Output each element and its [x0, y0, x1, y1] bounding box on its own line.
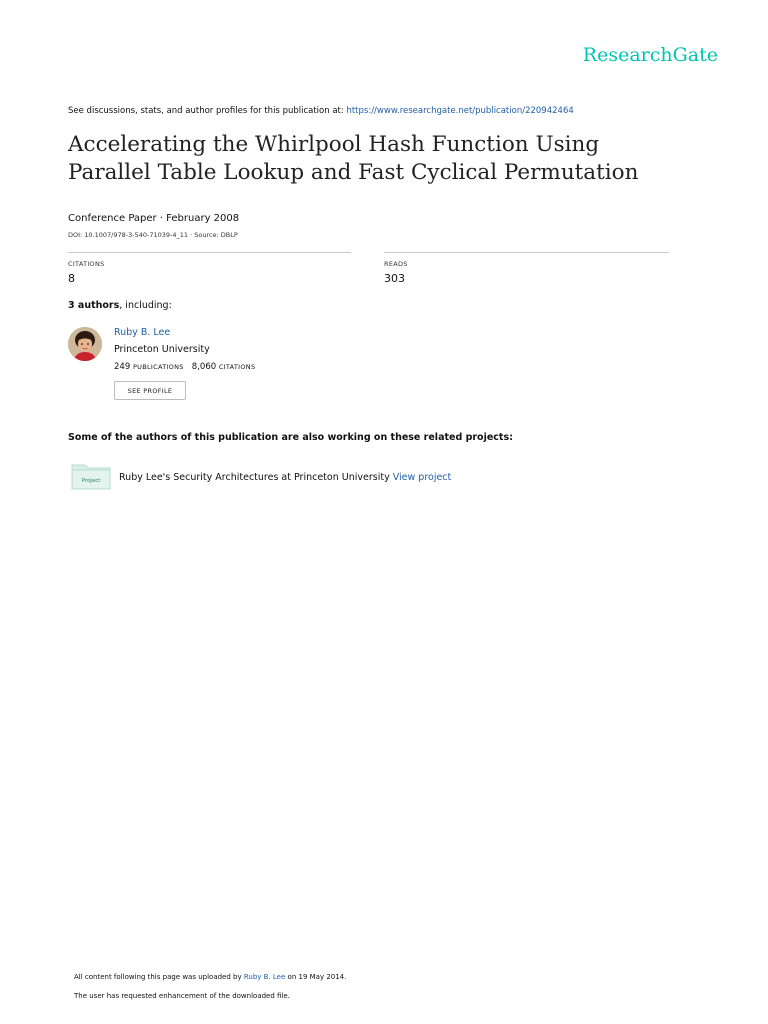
- enhancement-note: The user has requested enhancement of the downloaded file.: [74, 992, 290, 1000]
- upload-prefix: All content following this page was uploaded by: [74, 973, 242, 981]
- see-profile-button[interactable]: SEE PROFILE: [114, 381, 186, 400]
- discussion-prefix: See discussions, stats, and author profiles for this publication at:: [68, 106, 344, 116]
- author-citations-count: 8,060: [191, 362, 217, 372]
- reads-label: READS: [384, 260, 408, 268]
- publication-url-link[interactable]: https://www.researchgate.net/publication/220942464: [346, 106, 574, 116]
- citations-label: CITATIONS: [68, 260, 105, 268]
- title-line-1: Accelerating the Whirlpool Hash Function Using: [68, 132, 600, 157]
- upload-suffix: on 19 May 2014.: [287, 973, 347, 981]
- author-publications-label: PUBLICATIONS: [132, 363, 184, 371]
- folder-icon: [71, 462, 111, 490]
- publication-title: [68, 131, 708, 187]
- publication-type-date: Conference Paper · February 2008: [68, 213, 240, 224]
- project-item: [119, 472, 451, 483]
- project-folder-icon[interactable]: [71, 462, 111, 490]
- project-name: Ruby Lee's Security Architectures at Princeton University: [119, 472, 390, 483]
- folder-label: Project: [81, 478, 101, 484]
- citations-divider: [68, 252, 351, 253]
- authors-including: , including:: [119, 300, 172, 311]
- uploader-link[interactable]: Ruby B. Lee: [243, 973, 286, 981]
- upload-note: [74, 973, 346, 981]
- author-stats: [114, 362, 255, 372]
- author-institution: Princeton University: [114, 344, 210, 355]
- authors-heading: [68, 300, 172, 311]
- author-publications-count: 249: [114, 362, 131, 372]
- author-name-link[interactable]: Ruby B. Lee: [114, 327, 171, 338]
- reads-value: 303: [384, 272, 405, 285]
- title-line-2: Parallel Table Lookup and Fast Cyclical Permutation: [68, 160, 639, 185]
- discussion-line: [68, 106, 688, 116]
- avatar-portrait-icon: [68, 327, 102, 361]
- author-citations-label: CITATIONS: [218, 363, 256, 371]
- researchgate-logo[interactable]: ResearchGate: [582, 44, 718, 66]
- doi-source: DOI: 10.1007/978-3-540-71039-4_11 · Source: DBLP: [68, 231, 238, 239]
- author-avatar[interactable]: [68, 327, 102, 361]
- reads-divider: [384, 252, 669, 253]
- view-project-link[interactable]: View project: [392, 472, 452, 483]
- related-projects-heading: Some of the authors of this publication are also working on these related projects:: [68, 432, 513, 443]
- citations-value: 8: [68, 272, 75, 285]
- authors-count: 3 authors: [68, 300, 120, 311]
